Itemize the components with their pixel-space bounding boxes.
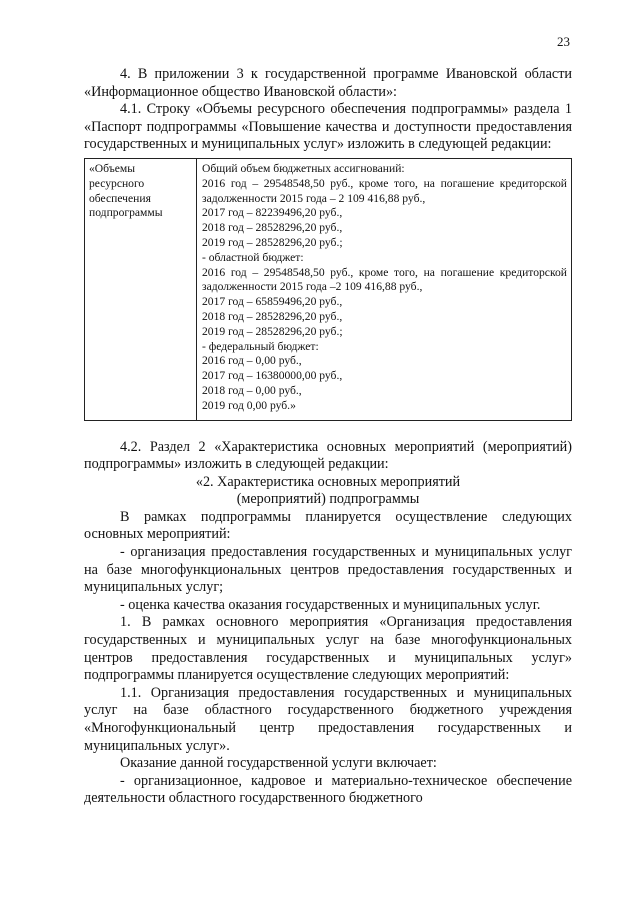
label-line: подпрограммы <box>89 206 163 220</box>
label-line: обеспечения <box>89 191 151 205</box>
paragraph: Оказание данной государственной услуги включает: <box>120 755 437 772</box>
section-heading-line-2: (мероприятий) подпрограммы <box>236 491 420 508</box>
funding-line: 2019 год – 28528296,20 руб.; <box>202 324 343 338</box>
funding-line: 2016 год – 0,00 руб., <box>202 354 302 368</box>
funding-line: - федеральный бюджет: <box>202 339 319 353</box>
funding-line: 2018 год – 28528296,20 руб., <box>202 221 343 235</box>
funding-line: 2017 год – 82239496,20 руб., <box>202 206 343 220</box>
list-item: - организационное, кадровое и материально-техническое обеспечение деятельности областного государственного бюджетного <box>84 772 572 807</box>
funding-line: 2018 год – 28528296,20 руб., <box>202 309 343 323</box>
funding-line: 2017 год – 65859496,20 руб., <box>202 295 343 309</box>
funding-line: 2019 год 0,00 руб.» <box>202 398 296 412</box>
funding-line: Общий объем бюджетных ассигнований: <box>202 161 405 175</box>
funding-line: 2016 год – 29548548,50 руб., кроме того, на погашение кредиторской задолженности 2015 года – 2 109 416,88 руб., <box>202 176 567 205</box>
label-line: «Объемы <box>89 161 136 175</box>
paragraph: 1. В рамках основного мероприятия «Организация предоставления государственных и муниципальных услуг на базе многофункциональных центров предоставления государственных и муниципальных услуг» подпрограммы планируется осуществление следующих мероприятий: <box>84 614 572 684</box>
funding-table-label-cell <box>85 159 197 420</box>
funding-line: 2019 год – 28528296,20 руб.; <box>202 235 343 249</box>
paragraph-4-1: 4.1. Строку «Объемы ресурсного обеспечения подпрограммы» раздела 1 «Паспорт подпрограммы «Повышение качества и доступности предоставления государственных и муниципальных услуг» изложить в следующей редакции: <box>84 101 572 153</box>
funding-line: 2018 год – 0,00 руб., <box>202 383 302 397</box>
section-heading-line-1: «2. Характеристика основных мероприятий <box>195 473 461 490</box>
funding-table-value-cell <box>197 159 571 420</box>
funding-line: 2017 год – 16380000,00 руб., <box>202 369 343 383</box>
paragraph-4-2: 4.2. Раздел 2 «Характеристика основных мероприятий (мероприятий) подпрограммы» изложить в следующей редакции: <box>84 438 572 473</box>
funding-table <box>84 158 572 421</box>
page-number: 23 <box>557 34 570 49</box>
paragraph: 1.1. Организация предоставления государственных и муниципальных услуг на базе областного государственного бюджетного учреждения «Многофункциональный центр предоставления государственных и муниципальных услуг». <box>84 684 572 754</box>
label-line: ресурсного <box>89 176 145 190</box>
funding-line: - областной бюджет: <box>202 250 304 264</box>
paragraph: В рамках подпрограммы планируется осуществление следующих основных мероприятий: <box>84 508 572 543</box>
funding-line: 2016 год – 29548548,50 руб., кроме того, на погашение кредиторской задолженности 2015 года –2 109 416,88 руб., <box>202 265 567 294</box>
list-item: - организация предоставления государственных и муниципальных услуг на базе многофункциональных центров предоставления государственных и муниципальных услуг; <box>84 544 572 596</box>
paragraph-4: 4. В приложении 3 к государственной программе Ивановской области «Информационное общество Ивановской области»: <box>84 66 572 100</box>
document-body <box>84 66 572 808</box>
list-item: - оценка качества оказания государственных и муниципальных услуг. <box>120 596 541 613</box>
